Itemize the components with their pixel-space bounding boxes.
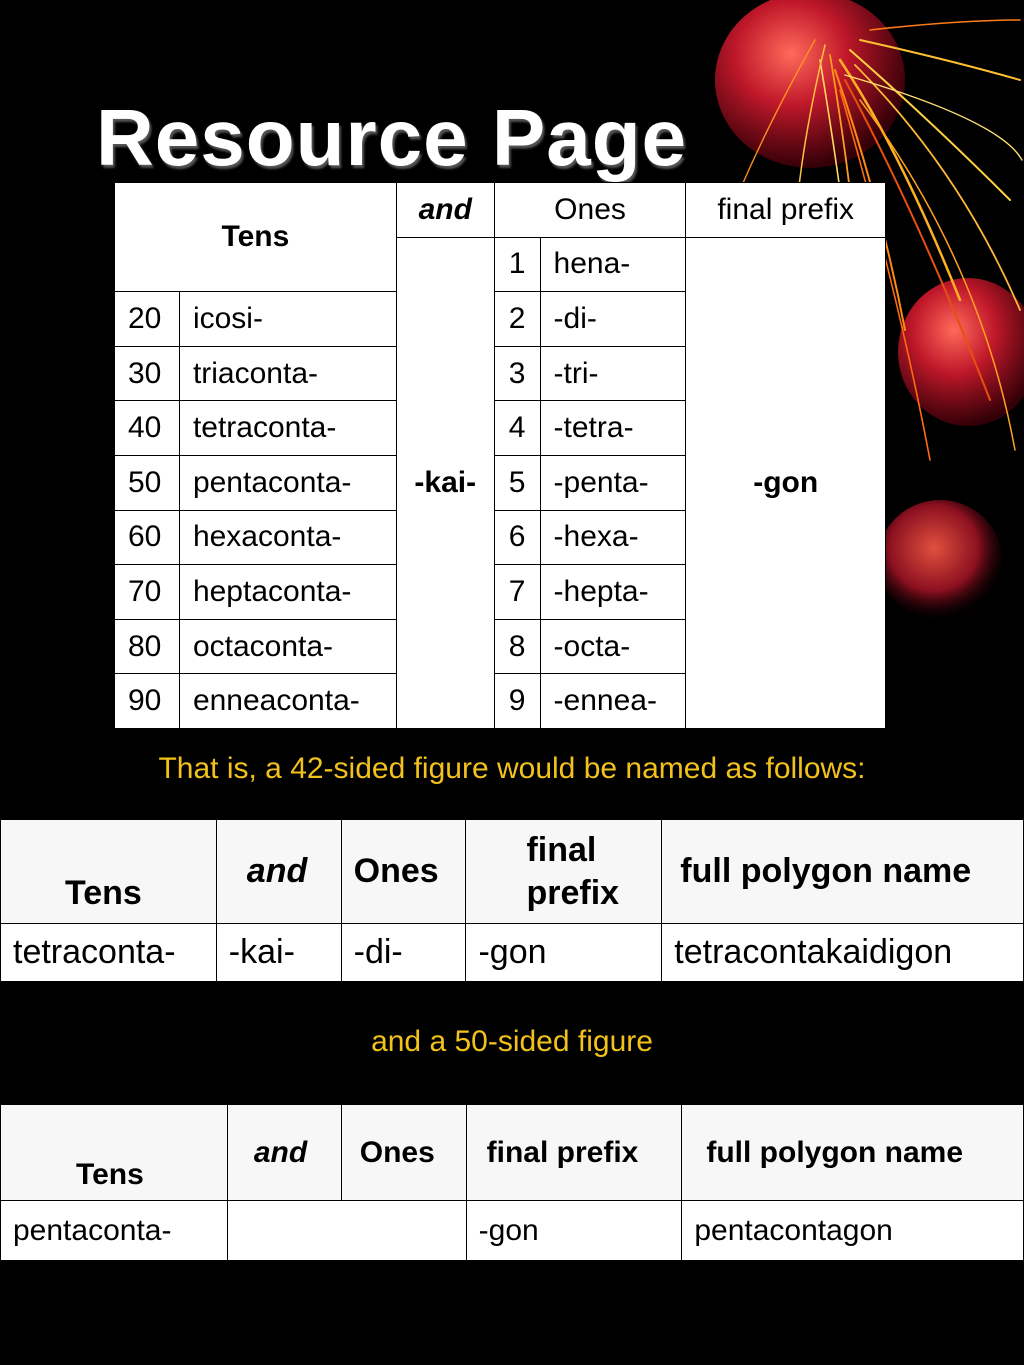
header-and: and bbox=[396, 183, 494, 238]
ones-prefix: -octa- bbox=[540, 619, 686, 674]
value-full-name: pentacontagon bbox=[682, 1201, 1024, 1261]
value-final: -gon bbox=[466, 924, 662, 982]
tens-prefix: octaconta- bbox=[179, 619, 396, 674]
ones-number: 1 bbox=[494, 237, 540, 292]
value-tens: pentaconta- bbox=[1, 1201, 228, 1261]
ones-prefix: -tri- bbox=[540, 346, 686, 401]
header-final-prefix: final prefix bbox=[686, 183, 886, 238]
ones-prefix: hena- bbox=[540, 237, 686, 292]
example-note-50: and a 50-sided figure bbox=[371, 1025, 653, 1058]
tens-number: 40 bbox=[115, 401, 180, 456]
tens-prefix: hexaconta- bbox=[179, 510, 396, 565]
header-tens: Tens bbox=[1, 820, 217, 924]
ones-number: 2 bbox=[494, 292, 540, 347]
firework-orb bbox=[878, 500, 1002, 620]
header-ones: Ones bbox=[341, 1105, 466, 1201]
ones-prefix: -tetra- bbox=[540, 401, 686, 456]
tens-number: 20 bbox=[115, 292, 180, 347]
example-50-header-row bbox=[1, 1105, 1024, 1201]
ones-number: 3 bbox=[494, 346, 540, 401]
example-50-table bbox=[0, 1104, 1024, 1261]
prefix-table bbox=[114, 182, 886, 729]
header-ones: Ones bbox=[341, 820, 466, 924]
ones-prefix: -di- bbox=[540, 292, 686, 347]
example-50-value-row bbox=[1, 1201, 1024, 1261]
ones-number: 6 bbox=[494, 510, 540, 565]
example-42-value-row bbox=[1, 924, 1024, 982]
header-and: and bbox=[227, 1105, 341, 1201]
value-and-ones bbox=[227, 1201, 466, 1261]
tens-number: 90 bbox=[115, 674, 180, 729]
tens-number: 50 bbox=[115, 455, 180, 510]
tens-prefix: pentaconta- bbox=[179, 455, 396, 510]
tens-prefix: tetraconta- bbox=[179, 401, 396, 456]
value-final: -gon bbox=[466, 1201, 682, 1261]
ones-number: 8 bbox=[494, 619, 540, 674]
tens-prefix: icosi- bbox=[179, 292, 396, 347]
header-full-name: full polygon name bbox=[662, 820, 1024, 924]
suffix-cell: -gon bbox=[686, 237, 886, 728]
example-42-table bbox=[0, 819, 1024, 982]
ones-number: 7 bbox=[494, 565, 540, 620]
ones-number: 4 bbox=[494, 401, 540, 456]
header-tens: Tens bbox=[115, 183, 397, 292]
tens-number: 70 bbox=[115, 565, 180, 620]
tens-number: 60 bbox=[115, 510, 180, 565]
connector-cell: -kai- bbox=[396, 237, 494, 728]
header-and: and bbox=[216, 820, 341, 924]
example-42-header-row bbox=[1, 820, 1024, 924]
header-ones: Ones bbox=[494, 183, 686, 238]
example-note-42: That is, a 42-sided figure would be named as follows: bbox=[158, 752, 866, 785]
value-tens: tetraconta- bbox=[1, 924, 217, 982]
value-and: -kai- bbox=[216, 924, 341, 982]
page-title: Resource Page bbox=[96, 93, 688, 182]
tens-prefix: triaconta- bbox=[179, 346, 396, 401]
ones-number: 5 bbox=[494, 455, 540, 510]
value-ones: -di- bbox=[341, 924, 466, 982]
ones-prefix: -hepta- bbox=[540, 565, 686, 620]
header-final-prefix: final prefix bbox=[466, 1105, 682, 1201]
header-final-prefix: final prefix bbox=[466, 820, 662, 924]
tens-prefix: heptaconta- bbox=[179, 565, 396, 620]
header-full-name: full polygon name bbox=[682, 1105, 1024, 1201]
prefix-table-header-row bbox=[115, 183, 886, 238]
tens-number: 30 bbox=[115, 346, 180, 401]
ones-prefix: -penta- bbox=[540, 455, 686, 510]
ones-prefix: -hexa- bbox=[540, 510, 686, 565]
ones-prefix: -ennea- bbox=[540, 674, 686, 729]
value-full-name: tetracontakaidigon bbox=[662, 924, 1024, 982]
tens-number: 80 bbox=[115, 619, 180, 674]
ones-number: 9 bbox=[494, 674, 540, 729]
tens-prefix: enneaconta- bbox=[179, 674, 396, 729]
header-tens: Tens bbox=[1, 1105, 228, 1201]
